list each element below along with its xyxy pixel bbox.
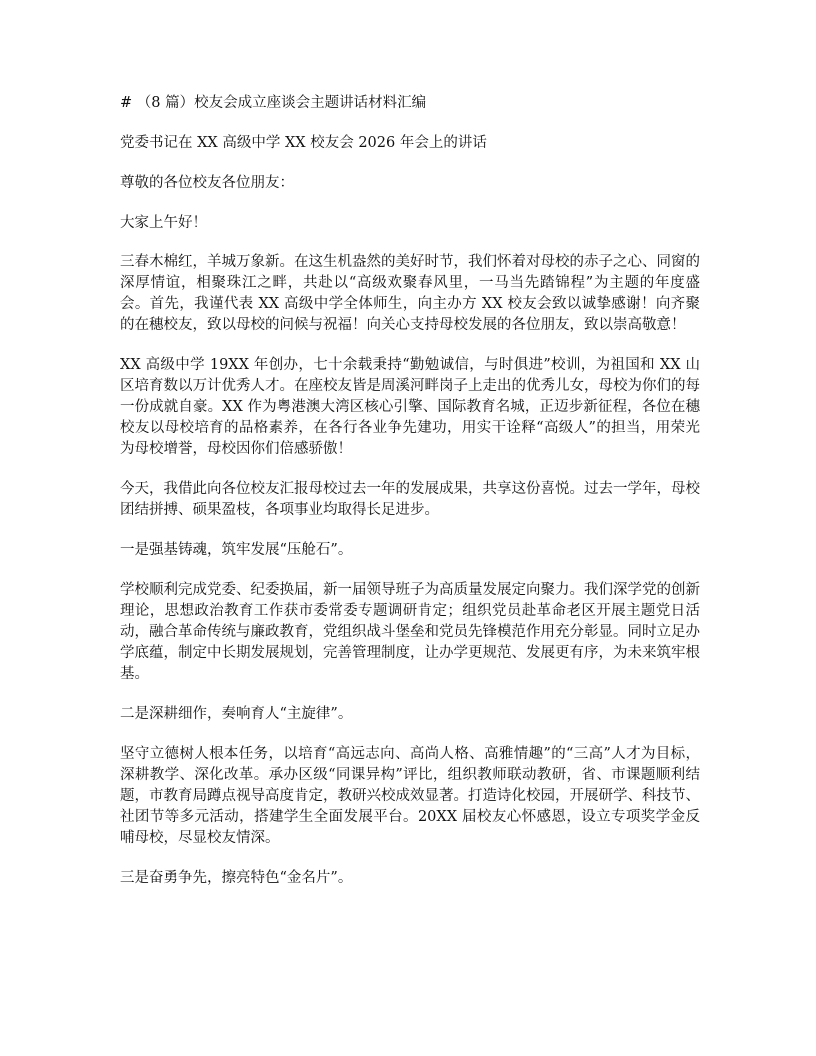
paragraph-report-intro: 今天，我借此向各位校友汇报母校过去一年的发展成果，共享这份喜悦。过去一学年，母校团结拼搏、硕果盈枝，各项事业均取得长足进步。	[120, 481, 700, 518]
document-title: # （8 篇）校友会成立座谈会主题讲话材料汇编	[120, 95, 427, 111]
greeting: 大家上午好！	[120, 215, 207, 231]
document-page	[120, 92, 700, 908]
paragraph-school-history: XX 高级中学 19XX 年创办，七十余载秉持“勤勉诚信，与时俱进”校训，为祖国和 XX 山区培育数以万计优秀人才。在座校友皆是周溪河畔岗子上走出的优秀儿女，母校为你们的每一份成就自豪。XX 作为粤港澳大湾区核心引擎、国际教育名城，正迈步新征程，各位在穗校友以母校培育的品格素养，在各行各业争先建功，用实干诠释“高级人”的担当，用荣光为母校增誉，母校因你们倍感骄傲！	[120, 357, 700, 457]
section-heading-1: 一是强基铸魂，筑牢发展“压舱石”。	[120, 542, 353, 558]
section-body-1: 学校顺利完成党委、纪委换届，新一届领导班子为高质量发展定向聚力。我们深学党的创新理论，思想政治教育工作获市委常委专题调研肯定；组织党员赴革命老区开展主题党日活动，融合革命传统与廉政教育，党组织战斗堡垒和党员先锋模范作用充分彰显。同时立足办学底蕴，制定中长期发展规划，完善管理制度，让办学更规范、发展更有序，为未来筑牢根基。	[120, 582, 700, 682]
section-body-2: 坚守立德树人根本任务，以培育“高远志向、高尚人格、高雅情趣”的“三高”人才为目标，深耕教学、深化改革。承办区级“同课异构”评比，组织教师联动教研，省、市课题顺利结题，市教育局蹲点视导高度肯定，教研兴校成效显著。打造诗化校园，开展研学、科技节、社团节等多元活动，搭建学生全面发展平台。20XX 届校友心怀感恩，设立专项奖学金反哺母校，尽显校友情深。	[120, 746, 700, 846]
section-heading-3: 三是奋勇争先，擦亮特色“金名片”。	[120, 870, 353, 886]
paragraph-opening: 三春木棉红，羊城万象新。在这生机盎然的美好时节，我们怀着对母校的赤子之心、同窗的深厚情谊，相聚珠江之畔，共赴以“高级欢聚春风里，一马当先踏锦程”为主题的年度盛会。首先，我谨代表 XX 高级中学全体师生，向主办方 XX 校友会致以诚挚感谢！向齐聚的在穗校友，致以母校的问候与祝福！向关心支持母校发展的各位朋友，致以崇高敬意！	[120, 254, 700, 333]
salutation: 尊敬的各位校友各位朋友：	[120, 175, 294, 191]
speech-subtitle: 党委书记在 XX 高级中学 XX 校友会 2026 年会上的讲话	[120, 135, 487, 151]
section-heading-2: 二是深耕细作，奏响育人“主旋律”。	[120, 706, 353, 722]
